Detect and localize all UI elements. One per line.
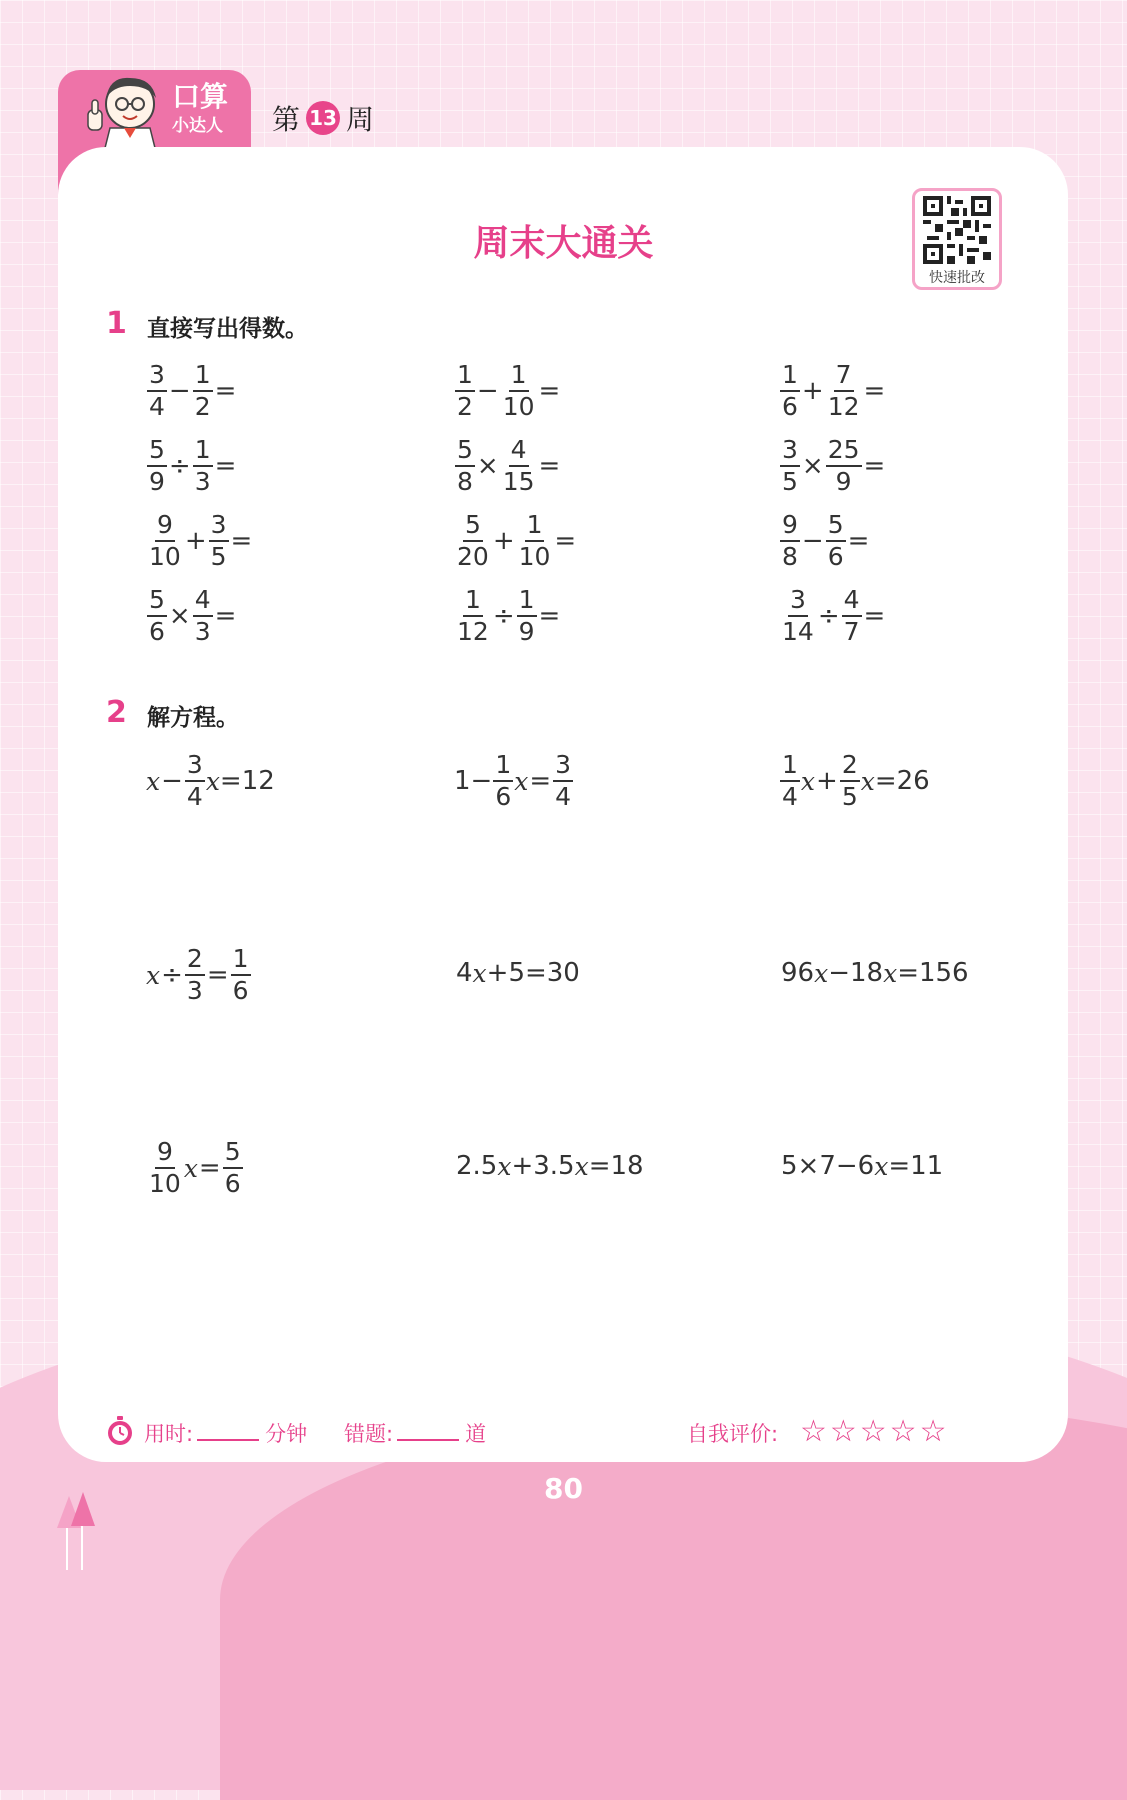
denominator: 14 xyxy=(782,617,814,646)
numerator: 25 xyxy=(826,435,862,467)
numerator: 5 xyxy=(826,510,846,542)
operator: − xyxy=(476,376,499,406)
fraction xyxy=(455,435,475,497)
time-blank[interactable] xyxy=(197,1421,259,1441)
calc-problem xyxy=(454,435,561,497)
fraction xyxy=(826,435,862,497)
tab-subtitle: 小达人 xyxy=(172,116,223,136)
numerator: 5 xyxy=(147,435,167,467)
qr-label: 快速批改 xyxy=(929,270,985,286)
equals-sign: = xyxy=(847,526,870,556)
fraction xyxy=(185,944,205,1006)
week-label xyxy=(272,98,374,138)
operator: ÷ xyxy=(817,601,840,631)
calc-problem xyxy=(779,585,886,647)
numerator: 2 xyxy=(840,750,860,782)
equals-sign: = xyxy=(214,601,237,631)
numerator: 7 xyxy=(834,360,854,392)
variable: x xyxy=(472,958,487,988)
denominator: 10 xyxy=(518,542,551,571)
variable: x xyxy=(146,960,161,990)
numerator: 9 xyxy=(780,510,800,542)
fraction xyxy=(147,360,167,422)
operator: ÷ xyxy=(492,601,515,631)
equals-sign: = xyxy=(230,526,253,556)
numerator: 3 xyxy=(553,750,573,782)
operator: − xyxy=(801,526,824,556)
denominator: 15 xyxy=(502,467,535,496)
calc-problem xyxy=(454,585,561,647)
time-label: 用时: xyxy=(144,1422,194,1446)
section-1-number: 1 xyxy=(106,306,127,341)
numerator: 1 xyxy=(193,435,213,467)
operator: − xyxy=(161,766,183,796)
denominator: 5 xyxy=(210,542,227,571)
fraction xyxy=(223,1137,243,1199)
section-2-instruction: 解方程。 xyxy=(147,705,239,731)
self-eval-label: 自我评价: xyxy=(687,1422,779,1446)
fraction xyxy=(193,435,213,497)
variable: x xyxy=(874,1151,889,1181)
numerator: 9 xyxy=(155,1137,175,1169)
page-number: 80 xyxy=(544,1472,583,1505)
denominator: 4 xyxy=(149,392,165,421)
fraction xyxy=(147,510,183,572)
denominator: 4 xyxy=(555,782,572,811)
denominator: 3 xyxy=(186,976,203,1005)
left-term: 5×7−6 xyxy=(781,1151,875,1181)
numerator: 1 xyxy=(231,944,251,976)
right-hand-side: =12 xyxy=(219,766,275,796)
equals-sign: = xyxy=(214,451,237,481)
errors-field xyxy=(344,1418,486,1448)
equation-problem xyxy=(456,958,580,988)
time-unit: 分钟 xyxy=(265,1422,308,1446)
denominator: 5 xyxy=(782,467,798,496)
variable: x xyxy=(205,766,220,796)
denominator: 9 xyxy=(835,467,852,496)
fraction xyxy=(553,750,573,812)
variable: x xyxy=(146,766,161,796)
variable: x xyxy=(883,958,898,988)
operator: + xyxy=(184,526,207,556)
variable: x xyxy=(860,766,875,796)
equation-problem xyxy=(146,1137,244,1199)
calc-problem xyxy=(146,435,237,497)
denominator: 3 xyxy=(194,467,211,496)
fraction xyxy=(780,585,816,647)
fraction xyxy=(147,1137,183,1199)
equals-sign: = xyxy=(554,526,577,556)
arrow-decoration-icon xyxy=(55,1492,105,1570)
right-hand-side: =26 xyxy=(874,766,930,796)
denominator: 5 xyxy=(841,782,858,811)
fraction xyxy=(840,750,860,812)
fraction xyxy=(826,360,862,422)
coefficient: 2.5 xyxy=(456,1151,498,1181)
fraction xyxy=(185,750,205,812)
variable: x xyxy=(574,1151,589,1181)
errors-label: 错题: xyxy=(344,1422,394,1446)
equation-problem xyxy=(456,1151,644,1181)
numerator: 3 xyxy=(788,585,808,617)
fraction xyxy=(501,360,537,422)
fraction xyxy=(780,360,800,422)
equals-sign: = xyxy=(529,766,552,796)
fraction xyxy=(147,435,167,497)
fraction xyxy=(780,510,800,572)
fraction xyxy=(209,510,229,572)
coefficient: 96 xyxy=(781,958,815,988)
operator: ÷ xyxy=(168,451,191,481)
denominator: 9 xyxy=(518,617,535,646)
equation-problem xyxy=(781,1151,943,1181)
equation-problem xyxy=(779,750,930,812)
calc-problem xyxy=(779,360,886,422)
right-hand-side: =11 xyxy=(888,1151,944,1181)
denominator: 9 xyxy=(149,467,165,496)
coefficient: −18 xyxy=(828,958,884,988)
numerator: 1 xyxy=(509,360,529,392)
week-number-badge: 13 xyxy=(306,101,340,135)
fraction xyxy=(147,585,167,647)
time-spent-field xyxy=(144,1418,307,1448)
numerator: 3 xyxy=(147,360,167,392)
variable: x xyxy=(514,766,529,796)
denominator: 4 xyxy=(782,782,798,811)
equation-problem xyxy=(146,944,252,1006)
denominator: 12 xyxy=(827,392,860,421)
numerator: 1 xyxy=(463,585,483,617)
denominator: 6 xyxy=(232,976,249,1005)
denominator: 8 xyxy=(457,467,473,496)
denominator: 10 xyxy=(149,1169,181,1198)
equals-sign: = xyxy=(206,960,229,990)
fraction xyxy=(455,360,475,422)
calc-problem xyxy=(146,510,253,572)
numerator: 1 xyxy=(455,360,475,392)
operator: + xyxy=(816,766,838,796)
denominator: 7 xyxy=(843,617,860,646)
page-title: 周末大通关 xyxy=(473,223,654,264)
denominator: 6 xyxy=(224,1169,241,1198)
right-hand-side: +5=30 xyxy=(486,958,580,988)
equals-sign: = xyxy=(538,601,561,631)
fraction xyxy=(517,510,553,572)
star-rating[interactable]: ☆☆☆☆☆ xyxy=(800,1414,950,1449)
coefficient: 4 xyxy=(456,958,473,988)
calc-problem xyxy=(779,510,870,572)
fraction xyxy=(501,435,537,497)
fraction xyxy=(455,510,491,572)
left-term: 1− xyxy=(454,766,493,796)
fraction xyxy=(231,944,251,1006)
variable: x xyxy=(183,1153,198,1183)
fraction xyxy=(780,750,800,812)
equation-problem xyxy=(146,750,275,812)
numerator: 5 xyxy=(147,585,167,617)
numerator: 1 xyxy=(493,750,513,782)
numerator: 3 xyxy=(780,435,800,467)
operator: − xyxy=(168,376,191,406)
numerator: 9 xyxy=(155,510,175,542)
tab-title: 口算 xyxy=(172,80,229,113)
fraction xyxy=(826,510,846,572)
coefficient: +3.5 xyxy=(511,1151,575,1181)
numerator: 4 xyxy=(842,585,862,617)
numerator: 3 xyxy=(185,750,205,782)
qr-code-icon xyxy=(923,196,991,264)
errors-blank[interactable] xyxy=(397,1421,459,1441)
operator: + xyxy=(801,376,824,406)
calc-problem xyxy=(146,360,237,422)
numerator: 2 xyxy=(185,944,205,976)
variable: x xyxy=(800,766,816,796)
fraction xyxy=(193,585,213,647)
calc-problem xyxy=(454,360,561,422)
fraction xyxy=(455,585,491,647)
equals-sign: = xyxy=(214,376,237,406)
calc-problem xyxy=(146,585,237,647)
denominator: 10 xyxy=(502,392,535,421)
fraction xyxy=(193,360,213,422)
numerator: 5 xyxy=(455,435,475,467)
equals-sign: = xyxy=(538,376,561,406)
section-1-instruction: 直接写出得数。 xyxy=(147,316,308,342)
operator: × xyxy=(168,601,191,631)
calc-problem xyxy=(779,435,886,497)
operator: × xyxy=(476,451,499,481)
fraction xyxy=(780,435,800,497)
denominator: 8 xyxy=(782,542,798,571)
denominator: 20 xyxy=(457,542,489,571)
denominator: 4 xyxy=(186,782,203,811)
week-prefix: 第 xyxy=(272,103,301,136)
equals-sign: = xyxy=(198,1153,221,1183)
denominator: 6 xyxy=(782,392,798,421)
denominator: 6 xyxy=(495,782,512,811)
denominator: 6 xyxy=(149,617,165,646)
stopwatch-icon xyxy=(106,1416,134,1446)
equation-problem xyxy=(781,958,969,988)
fraction xyxy=(493,750,513,812)
numerator: 1 xyxy=(780,750,800,782)
mascot-thumbs-up-icon xyxy=(78,72,168,152)
right-hand-side: =156 xyxy=(897,958,969,988)
denominator: 2 xyxy=(194,392,211,421)
numerator: 1 xyxy=(525,510,545,542)
week-suffix: 周 xyxy=(346,103,375,136)
equation-problem xyxy=(454,750,574,812)
operator: × xyxy=(801,451,824,481)
numerator: 5 xyxy=(463,510,483,542)
equals-sign: = xyxy=(863,451,886,481)
numerator: 3 xyxy=(209,510,229,542)
operator: + xyxy=(492,526,515,556)
denominator: 12 xyxy=(457,617,489,646)
denominator: 10 xyxy=(149,542,181,571)
section-2-number: 2 xyxy=(106,695,127,730)
numerator: 4 xyxy=(193,585,213,617)
variable: x xyxy=(497,1151,512,1181)
denominator: 2 xyxy=(457,392,473,421)
calc-problem xyxy=(454,510,577,572)
operator: ÷ xyxy=(161,960,183,990)
numerator: 1 xyxy=(517,585,537,617)
variable: x xyxy=(814,958,829,988)
denominator: 6 xyxy=(827,542,844,571)
fraction xyxy=(517,585,537,647)
qr-code-box[interactable] xyxy=(912,188,1002,290)
equals-sign: = xyxy=(538,451,561,481)
numerator: 1 xyxy=(193,360,213,392)
right-hand-side: =18 xyxy=(588,1151,644,1181)
equals-sign: = xyxy=(863,376,886,406)
equals-sign: = xyxy=(863,601,886,631)
denominator: 3 xyxy=(194,617,211,646)
errors-unit: 道 xyxy=(465,1422,487,1446)
fraction xyxy=(842,585,862,647)
numerator: 5 xyxy=(223,1137,243,1169)
numerator: 4 xyxy=(509,435,529,467)
numerator: 1 xyxy=(780,360,800,392)
